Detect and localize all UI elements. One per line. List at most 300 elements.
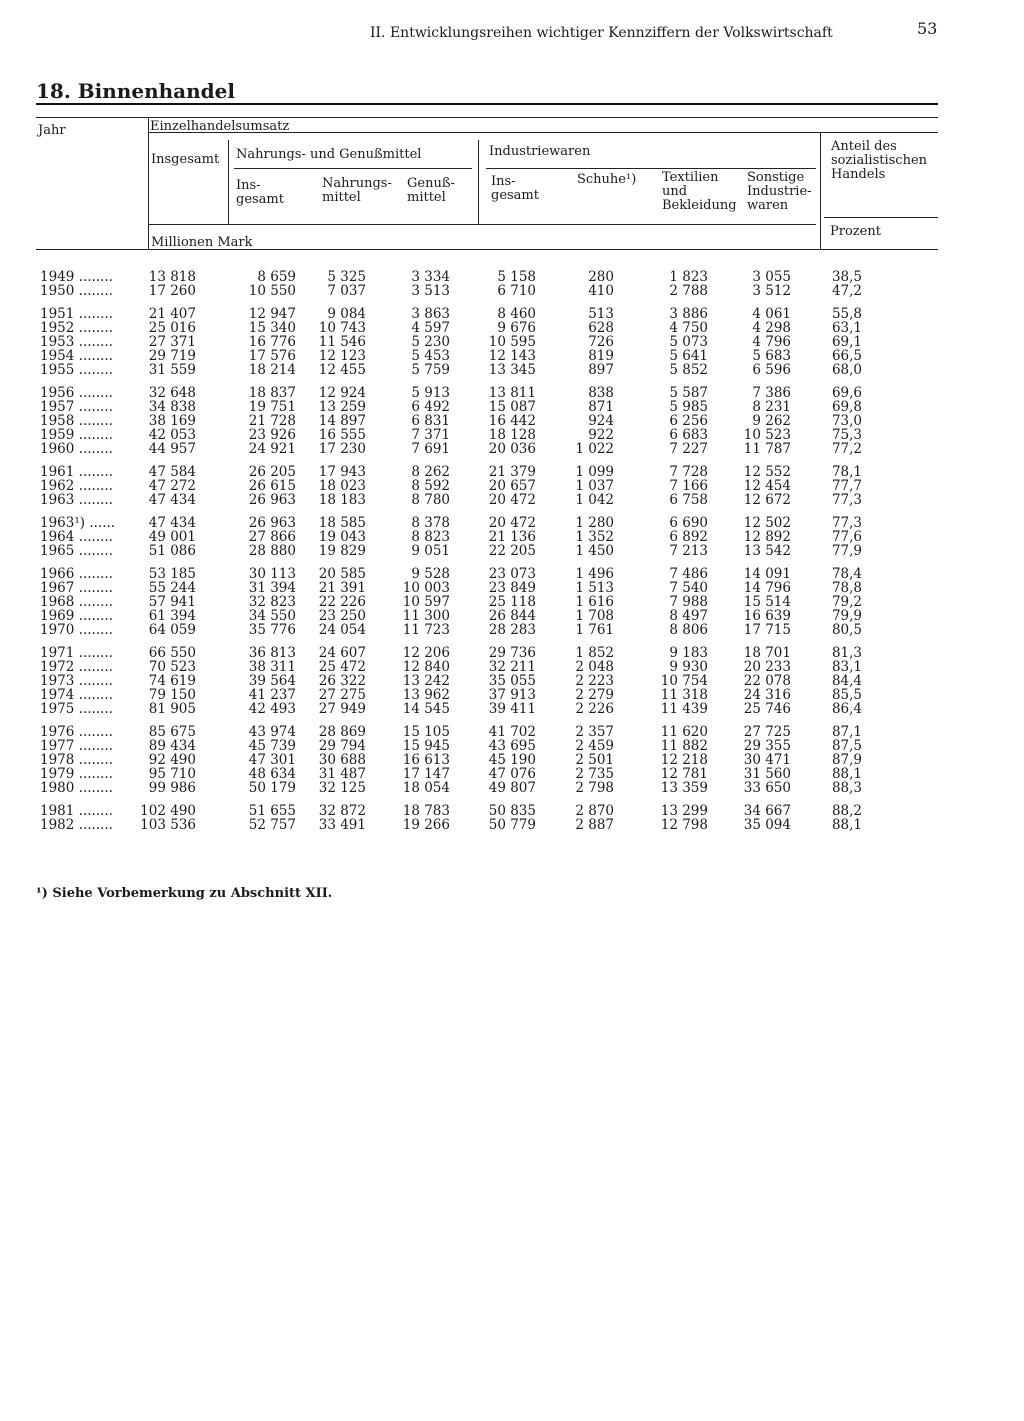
value-cell: 77,7 — [831, 478, 862, 494]
header-prozent: Prozent — [830, 224, 881, 239]
value-cell: 11 546 — [318, 334, 366, 350]
table-row — [36, 335, 936, 349]
value-cell: 2 226 — [575, 701, 614, 717]
value-cell: 5 759 — [411, 362, 450, 378]
value-cell: 20 036 — [488, 441, 536, 457]
value-cell: 12 123 — [318, 348, 366, 364]
value-cell: 29 794 — [318, 738, 366, 754]
header-textilien: Textilien und Bekleidung — [662, 170, 737, 213]
table-row — [36, 493, 936, 507]
value-cell: 9 528 — [411, 566, 450, 582]
year-cell: 1968 ........ — [40, 594, 113, 610]
year-cell: 1962 ........ — [40, 478, 113, 494]
value-cell: 68,0 — [831, 362, 862, 378]
year-cell: 1966 ........ — [40, 566, 113, 582]
value-cell: 8 231 — [752, 399, 791, 415]
table-row — [36, 609, 936, 623]
value-cell: 29 719 — [148, 348, 196, 364]
value-cell: 32 648 — [148, 385, 196, 401]
value-cell: 19 266 — [402, 817, 450, 833]
value-cell: 8 460 — [497, 306, 536, 322]
value-cell: 18 054 — [402, 780, 450, 796]
value-cell: 17 230 — [318, 441, 366, 457]
value-cell: 38 169 — [148, 413, 196, 429]
value-cell: 4 750 — [669, 320, 708, 336]
title-rule — [36, 103, 938, 105]
value-cell: 20 472 — [488, 515, 536, 531]
value-cell: 1 280 — [575, 515, 614, 531]
value-cell: 2 788 — [669, 283, 708, 299]
value-cell: 42 053 — [148, 427, 196, 443]
value-cell: 77,2 — [831, 441, 862, 457]
value-cell: 15 087 — [488, 399, 536, 415]
value-cell: 1 496 — [575, 566, 614, 582]
value-cell: 11 787 — [743, 441, 791, 457]
value-cell: 6 892 — [669, 529, 708, 545]
value-cell: 819 — [588, 348, 614, 364]
value-cell: 35 776 — [248, 622, 296, 638]
table-title: 18. Binnenhandel — [36, 79, 235, 103]
value-cell: 3 334 — [411, 269, 450, 285]
value-cell: 30 688 — [318, 752, 366, 768]
year-cell: 1979 ........ — [40, 766, 113, 782]
value-cell: 11 723 — [402, 622, 450, 638]
value-cell: 47 434 — [148, 492, 196, 508]
value-cell: 35 055 — [488, 673, 536, 689]
table-row — [36, 804, 936, 818]
col-divider — [228, 140, 229, 225]
value-cell: 12 840 — [402, 659, 450, 675]
value-cell: 88,1 — [831, 766, 862, 782]
value-cell: 17 715 — [743, 622, 791, 638]
value-cell: 18 783 — [402, 803, 450, 819]
value-cell: 79 150 — [148, 687, 196, 703]
value-cell: 16 639 — [743, 608, 791, 624]
value-cell: 20 233 — [743, 659, 791, 675]
value-cell: 88,1 — [831, 817, 862, 833]
value-cell: 5 230 — [411, 334, 450, 350]
table-row — [36, 479, 936, 493]
value-cell: 5 587 — [669, 385, 708, 401]
year-cell: 1981 ........ — [40, 803, 113, 819]
nahrung-group-rule — [234, 168, 472, 169]
value-cell: 69,6 — [831, 385, 862, 401]
value-cell: 78,1 — [831, 464, 862, 480]
value-cell: 897 — [588, 362, 614, 378]
value-cell: 12 143 — [488, 348, 536, 364]
value-cell: 10 003 — [402, 580, 450, 596]
value-cell: 47 076 — [488, 766, 536, 782]
value-cell: 77,6 — [831, 529, 862, 545]
value-cell: 1 042 — [575, 492, 614, 508]
value-cell: 16 613 — [402, 752, 450, 768]
value-cell: 77,3 — [831, 515, 862, 531]
value-cell: 11 318 — [660, 687, 708, 703]
table-row — [36, 739, 936, 753]
table-row — [36, 818, 936, 832]
value-cell: 24 054 — [318, 622, 366, 638]
value-cell: 26 963 — [248, 492, 296, 508]
year-cell: 1980 ........ — [40, 780, 113, 796]
value-cell: 2 798 — [575, 780, 614, 796]
value-cell: 19 829 — [318, 543, 366, 559]
value-cell: 1 852 — [575, 645, 614, 661]
value-cell: 15 514 — [743, 594, 791, 610]
value-cell: 9 262 — [752, 413, 791, 429]
table-row — [36, 646, 936, 660]
value-cell: 5 683 — [752, 348, 791, 364]
value-cell: 13 345 — [488, 362, 536, 378]
year-cell: 1976 ........ — [40, 724, 113, 740]
table-row — [36, 363, 936, 377]
value-cell: 14 545 — [402, 701, 450, 717]
value-cell: 26 322 — [318, 673, 366, 689]
year-cell: 1967 ........ — [40, 580, 113, 596]
header-millionen-mark: Millionen Mark — [151, 235, 253, 250]
value-cell: 22 078 — [743, 673, 791, 689]
value-cell: 12 781 — [660, 766, 708, 782]
header-insgesamt: Insgesamt — [151, 152, 220, 167]
value-cell: 13 818 — [148, 269, 196, 285]
value-cell: 21 136 — [488, 529, 536, 545]
value-cell: 28 283 — [488, 622, 536, 638]
value-cell: 11 300 — [402, 608, 450, 624]
value-cell: 78,4 — [831, 566, 862, 582]
value-cell: 8 659 — [257, 269, 296, 285]
value-cell: 103 536 — [140, 817, 196, 833]
value-cell: 10 597 — [402, 594, 450, 610]
value-cell: 5 985 — [669, 399, 708, 415]
value-cell: 11 882 — [660, 738, 708, 754]
value-cell: 99 986 — [148, 780, 196, 796]
table-row — [36, 595, 936, 609]
value-cell: 7 486 — [669, 566, 708, 582]
value-cell: 49 807 — [488, 780, 536, 796]
value-cell: 15 340 — [248, 320, 296, 336]
value-cell: 9 051 — [411, 543, 450, 559]
value-cell: 17 147 — [402, 766, 450, 782]
value-cell: 89 434 — [148, 738, 196, 754]
value-cell: 86,4 — [831, 701, 862, 717]
value-cell: 18 023 — [318, 478, 366, 494]
value-cell: 25 746 — [743, 701, 791, 717]
table-row — [36, 530, 936, 544]
value-cell: 3 863 — [411, 306, 450, 322]
value-cell: 7 037 — [327, 283, 366, 299]
value-cell: 1 616 — [575, 594, 614, 610]
value-cell: 63,1 — [831, 320, 862, 336]
value-cell: 47 434 — [148, 515, 196, 531]
value-cell: 23 849 — [488, 580, 536, 596]
table-row — [36, 516, 936, 530]
value-cell: 41 702 — [488, 724, 536, 740]
value-cell: 31 394 — [248, 580, 296, 596]
value-cell: 1 513 — [575, 580, 614, 596]
value-cell: 84,4 — [831, 673, 862, 689]
value-cell: 13 259 — [318, 399, 366, 415]
value-cell: 11 620 — [660, 724, 708, 740]
value-cell: 50 835 — [488, 803, 536, 819]
value-cell: 25 118 — [488, 594, 536, 610]
value-cell: 15 105 — [402, 724, 450, 740]
value-cell: 21 728 — [248, 413, 296, 429]
value-cell: 87,9 — [831, 752, 862, 768]
year-cell: 1964 ........ — [40, 529, 113, 545]
value-cell: 5 641 — [669, 348, 708, 364]
value-cell: 6 683 — [669, 427, 708, 443]
year-cell: 1958 ........ — [40, 413, 113, 429]
value-cell: 7 166 — [669, 478, 708, 494]
value-cell: 27 275 — [318, 687, 366, 703]
value-cell: 92 490 — [148, 752, 196, 768]
value-cell: 80,5 — [831, 622, 862, 638]
value-cell: 1 037 — [575, 478, 614, 494]
value-cell: 43 974 — [248, 724, 296, 740]
value-cell: 31 559 — [148, 362, 196, 378]
header-nahrungs-genussmittel: Nahrungs- und Genußmittel — [236, 147, 422, 162]
value-cell: 12 502 — [743, 515, 791, 531]
value-cell: 14 091 — [743, 566, 791, 582]
value-cell: 3 055 — [752, 269, 791, 285]
value-cell: 16 555 — [318, 427, 366, 443]
value-cell: 27 371 — [148, 334, 196, 350]
value-cell: 28 869 — [318, 724, 366, 740]
value-cell: 12 454 — [743, 478, 791, 494]
value-cell: 7 213 — [669, 543, 708, 559]
value-cell: 38,5 — [831, 269, 862, 285]
value-cell: 7 227 — [669, 441, 708, 457]
value-cell: 36 813 — [248, 645, 296, 661]
value-cell: 64 059 — [148, 622, 196, 638]
value-cell: 34 550 — [248, 608, 296, 624]
value-cell: 8 823 — [411, 529, 450, 545]
year-cell: 1977 ........ — [40, 738, 113, 754]
table-row — [36, 321, 936, 335]
value-cell: 10 523 — [743, 427, 791, 443]
value-cell: 18 837 — [248, 385, 296, 401]
value-cell: 20 657 — [488, 478, 536, 494]
value-cell: 75,3 — [831, 427, 862, 443]
table-row — [36, 702, 936, 716]
value-cell: 1 823 — [669, 269, 708, 285]
value-cell: 88,3 — [831, 780, 862, 796]
value-cell: 27 866 — [248, 529, 296, 545]
value-cell: 23 073 — [488, 566, 536, 582]
value-cell: 55,8 — [831, 306, 862, 322]
header-anteil: Anteil des sozialistischen Handels — [831, 139, 928, 182]
value-cell: 18 183 — [318, 492, 366, 508]
year-cell: 1952 ........ — [40, 320, 113, 336]
value-cell: 17 576 — [248, 348, 296, 364]
value-cell: 22 226 — [318, 594, 366, 610]
header-sonstige: Sonstige Industrie- waren — [747, 170, 812, 213]
value-cell: 34 838 — [148, 399, 196, 415]
value-cell: 57 941 — [148, 594, 196, 610]
value-cell: 15 945 — [402, 738, 450, 754]
value-cell: 410 — [588, 283, 614, 299]
value-cell: 45 190 — [488, 752, 536, 768]
year-cell: 1970 ........ — [40, 622, 113, 638]
table-row — [36, 386, 936, 400]
value-cell: 13 242 — [402, 673, 450, 689]
anteil-rule — [824, 217, 938, 218]
table-row — [36, 270, 936, 284]
value-cell: 19 043 — [318, 529, 366, 545]
value-cell: 9 930 — [669, 659, 708, 675]
value-cell: 24 607 — [318, 645, 366, 661]
value-cell: 7 540 — [669, 580, 708, 596]
value-cell: 19 751 — [248, 399, 296, 415]
value-cell: 66 550 — [148, 645, 196, 661]
value-cell: 6 690 — [669, 515, 708, 531]
value-cell: 26 205 — [248, 464, 296, 480]
header-nahrung-insgesamt: Ins- gesamt — [236, 178, 284, 207]
value-cell: 14 796 — [743, 580, 791, 596]
value-cell: 47 272 — [148, 478, 196, 494]
table-row — [36, 428, 936, 442]
value-cell: 26 963 — [248, 515, 296, 531]
year-cell: 1954 ........ — [40, 348, 113, 364]
value-cell: 12 206 — [402, 645, 450, 661]
value-cell: 18 214 — [248, 362, 296, 378]
value-cell: 13 811 — [488, 385, 536, 401]
value-cell: 32 211 — [488, 659, 536, 675]
value-cell: 12 924 — [318, 385, 366, 401]
value-cell: 23 926 — [248, 427, 296, 443]
value-cell: 2 870 — [575, 803, 614, 819]
value-cell: 88,2 — [831, 803, 862, 819]
year-cell: 1951 ........ — [40, 306, 113, 322]
value-cell: 1 761 — [575, 622, 614, 638]
year-cell: 1959 ........ — [40, 427, 113, 443]
value-cell: 50 779 — [488, 817, 536, 833]
value-cell: 52 757 — [248, 817, 296, 833]
header-genussmittel: Genuß- mittel — [407, 176, 455, 205]
value-cell: 280 — [588, 269, 614, 285]
value-cell: 2 501 — [575, 752, 614, 768]
year-cell: 1963¹) ...... — [40, 515, 116, 531]
year-cell: 1949 ........ — [40, 269, 113, 285]
footnote: ¹) Siehe Vorbemerkung zu Abschnitt XII. — [36, 886, 333, 901]
value-cell: 26 615 — [248, 478, 296, 494]
value-cell: 871 — [588, 399, 614, 415]
value-cell: 70 523 — [148, 659, 196, 675]
value-cell: 44 957 — [148, 441, 196, 457]
year-cell: 1963 ........ — [40, 492, 113, 508]
table-row — [36, 581, 936, 595]
value-cell: 32 872 — [318, 803, 366, 819]
value-cell: 6 596 — [752, 362, 791, 378]
year-cell: 1961 ........ — [40, 464, 113, 480]
value-cell: 32 125 — [318, 780, 366, 796]
value-cell: 49 001 — [148, 529, 196, 545]
value-cell: 513 — [588, 306, 614, 322]
value-cell: 20 585 — [318, 566, 366, 582]
value-cell: 74 619 — [148, 673, 196, 689]
value-cell: 5 325 — [327, 269, 366, 285]
value-cell: 6 831 — [411, 413, 450, 429]
value-cell: 33 491 — [318, 817, 366, 833]
value-cell: 6 256 — [669, 413, 708, 429]
value-cell: 4 796 — [752, 334, 791, 350]
value-cell: 7 691 — [411, 441, 450, 457]
value-cell: 51 655 — [248, 803, 296, 819]
col-divider — [820, 132, 821, 250]
value-cell: 2 223 — [575, 673, 614, 689]
value-cell: 28 880 — [248, 543, 296, 559]
value-cell: 3 513 — [411, 283, 450, 299]
table-row — [36, 414, 936, 428]
value-cell: 85,5 — [831, 687, 862, 703]
header-nahrungsmittel: Nahrungs- mittel — [322, 176, 392, 205]
value-cell: 7 728 — [669, 464, 708, 480]
value-cell: 1 708 — [575, 608, 614, 624]
table-row — [36, 284, 936, 298]
page-number: 53 — [917, 19, 938, 38]
value-cell: 5 453 — [411, 348, 450, 364]
year-cell: 1957 ........ — [40, 399, 113, 415]
value-cell: 29 355 — [743, 738, 791, 754]
table-row — [36, 674, 936, 688]
value-cell: 5 158 — [497, 269, 536, 285]
value-cell: 55 244 — [148, 580, 196, 596]
value-cell: 9 183 — [669, 645, 708, 661]
value-cell: 48 634 — [248, 766, 296, 782]
table-row — [36, 660, 936, 674]
value-cell: 17 943 — [318, 464, 366, 480]
table-row — [36, 781, 936, 795]
value-cell: 7 386 — [752, 385, 791, 401]
header-top-rule — [36, 117, 938, 118]
value-cell: 628 — [588, 320, 614, 336]
value-cell: 87,5 — [831, 738, 862, 754]
value-cell: 23 250 — [318, 608, 366, 624]
value-cell: 22 205 — [488, 543, 536, 559]
value-cell: 2 279 — [575, 687, 614, 703]
value-cell: 53 185 — [148, 566, 196, 582]
value-cell: 12 947 — [248, 306, 296, 322]
value-cell: 42 493 — [248, 701, 296, 717]
value-cell: 81,3 — [831, 645, 862, 661]
header-bottom-rule — [148, 224, 816, 225]
value-cell: 41 237 — [248, 687, 296, 703]
header-industrie-insgesamt: Ins- gesamt — [491, 174, 539, 203]
value-cell: 21 391 — [318, 580, 366, 596]
value-cell: 9 676 — [497, 320, 536, 336]
value-cell: 3 512 — [752, 283, 791, 299]
header-jahr: Jahr — [38, 123, 66, 138]
value-cell: 726 — [588, 334, 614, 350]
value-cell: 8 497 — [669, 608, 708, 624]
value-cell: 38 311 — [248, 659, 296, 675]
value-cell: 83,1 — [831, 659, 862, 675]
value-cell: 69,8 — [831, 399, 862, 415]
value-cell: 18 701 — [743, 645, 791, 661]
value-cell: 79,2 — [831, 594, 862, 610]
value-cell: 85 675 — [148, 724, 196, 740]
table-row — [36, 400, 936, 414]
value-cell: 20 472 — [488, 492, 536, 508]
col-divider — [148, 118, 149, 250]
value-cell: 8 806 — [669, 622, 708, 638]
value-cell: 922 — [588, 427, 614, 443]
value-cell: 16 776 — [248, 334, 296, 350]
value-cell: 8 378 — [411, 515, 450, 531]
value-cell: 18 128 — [488, 427, 536, 443]
value-cell: 10 754 — [660, 673, 708, 689]
value-cell: 12 798 — [660, 817, 708, 833]
table-row — [36, 623, 936, 637]
